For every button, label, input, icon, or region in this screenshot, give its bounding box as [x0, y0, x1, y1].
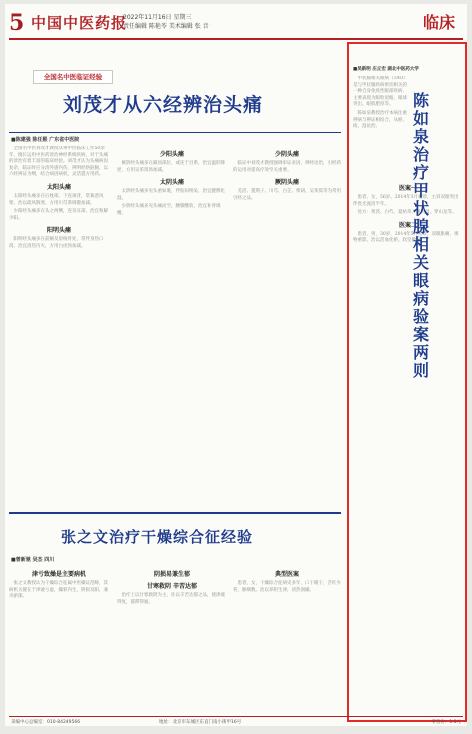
- footer-center: 地址：北京市东城区东直门南小街甲16号: [159, 720, 242, 725]
- highlighted-sidebar-article: [347, 42, 467, 722]
- paragraph: 少阳经头痛多在头之两侧，连及耳部，治宜和解少阳。: [9, 209, 108, 221]
- masthead-rule: [9, 38, 463, 40]
- subhead: 甘寒救阴 辛苦达郁: [146, 583, 198, 590]
- subhead: 典型医案: [274, 571, 299, 578]
- page-number: 5: [9, 10, 25, 36]
- subhead: 阴损易兼生郁: [153, 571, 190, 578]
- paragraph: 张之文教授认为干燥综合征属中医燥证范畴，其病机关键在于津液亏虚，燥邪内生，阴损及阳，兼夹瘀郁。: [9, 581, 108, 600]
- article1-column-3: [233, 146, 341, 506]
- paragraph: 太阴经头痛多见头重如裹，伴脘闷纳呆，治宜健脾化湿。: [117, 189, 225, 201]
- sidebar-intro-text: [353, 76, 407, 176]
- article2-byline: ■曾新驰 吴杰 四川: [11, 557, 55, 563]
- paragraph: 临证中刘茂才教授强调审证求因，辨经论治，引经药的运用对提高疗效至关重要。: [233, 161, 341, 173]
- subhead: 太阳头痛: [46, 183, 71, 191]
- paragraph: 阳明经头痛多在前额及眉棱骨处，常伴身热口渴，治宜清热泻火，方用白虎汤加减。: [9, 237, 104, 249]
- subhead: 津亏致燥是主要病机: [31, 571, 86, 578]
- paragraph: 羌活、蔓荆子、川芎、白芷、柴胡、吴茱萸等为常用引经之品。: [233, 189, 341, 201]
- paragraph: 陈如泉教授治疗本病注重辨病与辨证相结合，从瘀、痰、湿论治。: [353, 110, 407, 130]
- article2-headline: 张之文治疗干燥综合征经验: [61, 528, 254, 546]
- column-banner: [33, 70, 113, 84]
- subhead: 太阴头痛: [159, 179, 184, 187]
- subhead: 厥阴头痛: [274, 179, 299, 187]
- masthead-meta: [123, 13, 209, 31]
- article2-column-2: [117, 566, 227, 712]
- article2-column-3: [233, 566, 341, 712]
- footer-left: 采编中心总编室：010-84249566: [11, 720, 81, 725]
- editors-line: 责任编辑 陈艳苓 美术编辑 张 音: [123, 23, 209, 30]
- article1-byline: ■陈建强 陈任熙 广东省中医院: [11, 137, 80, 143]
- sidebar-byline: ■吴新明 庄丘宏 湖北中医药大学: [353, 67, 419, 72]
- section-divider: [9, 512, 341, 514]
- subhead: 阳明头痛: [46, 227, 71, 235]
- paragraph: 甲状腺相关眼病（TAO）是与甲状腺疾病密切相关的一种自身免疫性眼部疾病，主要表现为眼睑退缩、眼球突出、眼肌肥厚等。: [353, 76, 407, 108]
- paragraph: 治疗上以甘寒救阴为主，佐以辛苦达郁之品，使津液得复，郁滞得通。: [117, 593, 225, 605]
- paragraph: 太阳经头痛多在后枕部，下连项背，常兼恶风寒，治以疏风散寒，方用川芎茶调散加减。: [9, 193, 104, 206]
- paragraph: 患者，女，干燥综合征病史多年，口干眼干，舌红少苔，脉细数。治以养阴生津，清热润燥。: [233, 581, 341, 593]
- banner-label: 全国名中医临证经验: [43, 73, 103, 81]
- page-footer: [9, 716, 463, 726]
- newspaper-page: [5, 4, 467, 726]
- paragraph: 处方：黄芪、白芍、夏枯草、浙贝母、穿山龙等。: [357, 210, 457, 216]
- section-title: 临床: [422, 13, 455, 32]
- masthead: [5, 4, 467, 42]
- sidebar-vertical-title: 陈如泉治疗甲状腺相关眼病验案两则: [412, 91, 429, 380]
- article1-rule: [9, 132, 341, 133]
- subhead: 少阳头痛: [159, 151, 184, 158]
- article1-headline: 刘茂才从六经辨治头痛: [63, 94, 264, 116]
- footer-right: 零售价：1.5元: [431, 720, 461, 725]
- paragraph: 少阴经头痛多见头痛而空，腰膝酸软，治宜补肾填精。: [117, 204, 221, 216]
- article2-column-1: [9, 566, 109, 712]
- paper-logo: 中国中医药报: [31, 14, 128, 32]
- article1-column-2: [117, 146, 227, 506]
- article1-column-1: [9, 146, 109, 506]
- paragraph: 厥阴经头痛多在巅顶部位，或连于目系，治宜温肝降逆，方用吴茱萸汤加减。: [117, 161, 225, 173]
- subhead: 医案二: [398, 221, 417, 229]
- paragraph: 全国名中医刘茂才教授从事中医临床工作50余年，擅长运用中医药诊治神经系统疾病，对于头痛的诊治有着丰富的临床经验。刘茂才认为头痛病因复杂，临证时应分清外感内伤，辨明经络脏腑，以六经辨证为纲，结合病因病机，灵活遣方用药。: [9, 146, 108, 178]
- date-line: 2022年11月16日 星期三: [123, 14, 192, 21]
- subhead: 医案一: [398, 185, 417, 192]
- subhead: 少阴头痛: [274, 151, 299, 158]
- paragraph: 患者，女，56岁。2014年3月初诊，主诉双眼突出伴畏光流泪半年。: [353, 195, 459, 207]
- paragraph: 患者，男，30岁，2014年5月初诊，双眼胀痛，视物重影。治以活血化瘀、软坚散结。: [353, 231, 459, 244]
